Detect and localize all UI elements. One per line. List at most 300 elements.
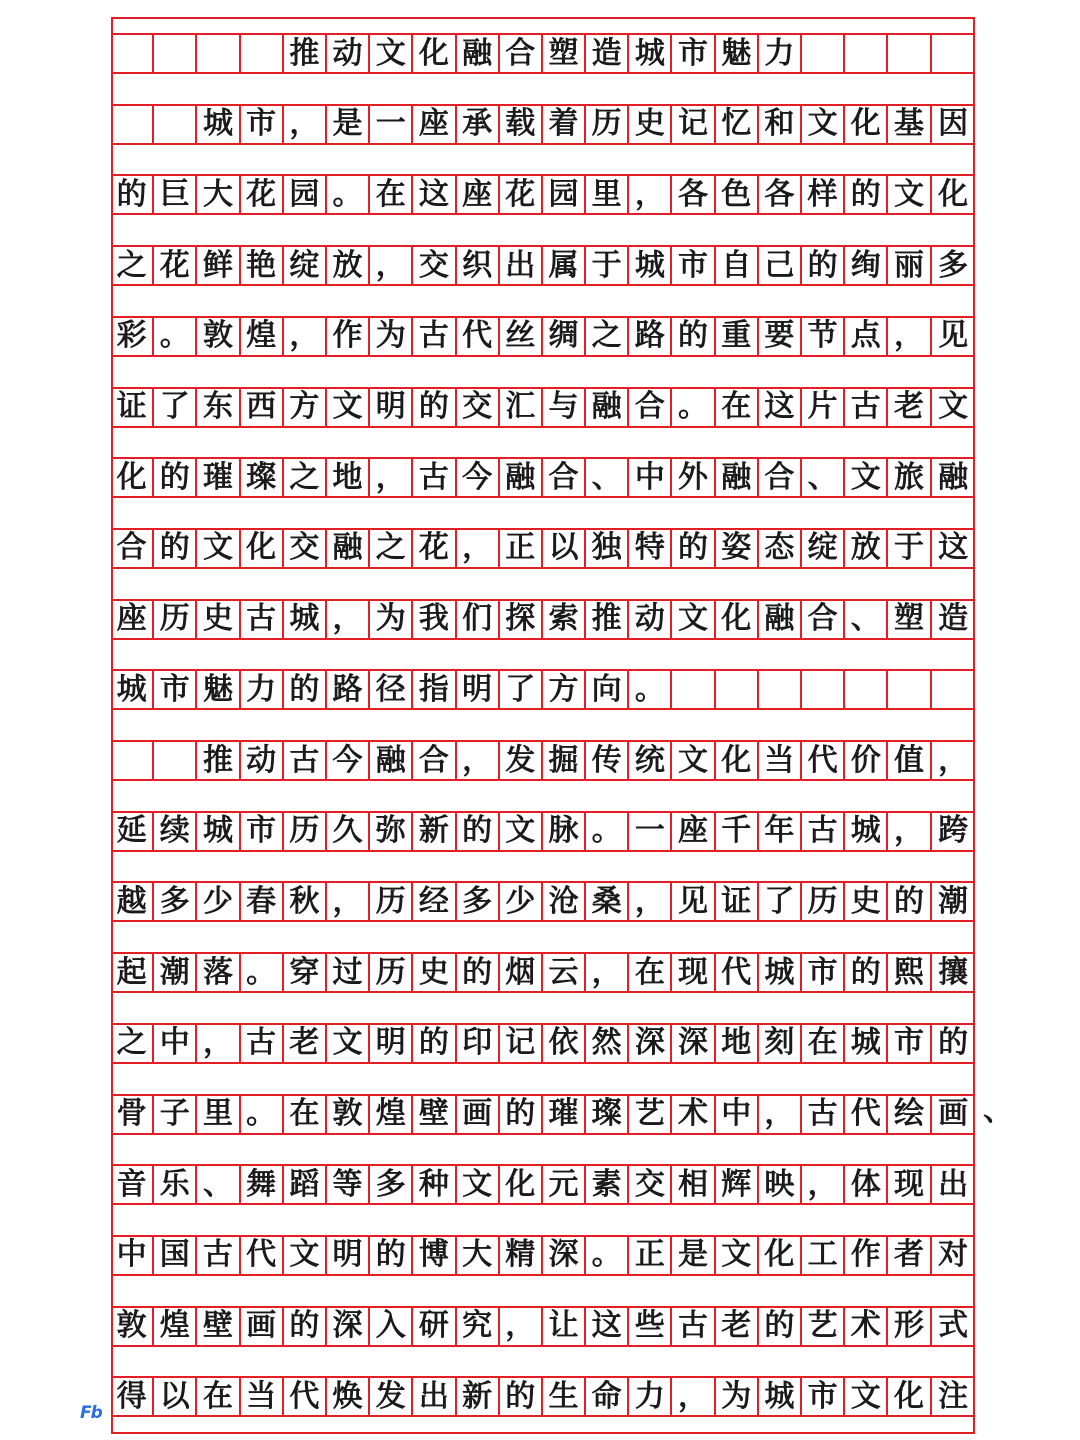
grid-cell: 塑 <box>543 35 586 72</box>
grid-cell: 市 <box>802 1378 845 1415</box>
grid-cell: 作 <box>327 318 370 355</box>
grid-cell <box>759 671 802 708</box>
grid-cell: 融 <box>457 35 500 72</box>
grid-cell: 价 <box>845 742 888 779</box>
grid-cell: 。 <box>327 176 370 213</box>
grid-cell: 史 <box>413 954 456 991</box>
grid-cell: 古 <box>845 389 888 426</box>
grid-cell: 于 <box>888 530 931 567</box>
grid-cell: 明 <box>457 671 500 708</box>
grid-cell: 乐 <box>154 1166 197 1203</box>
grid-cell: 辉 <box>716 1166 759 1203</box>
grid-cell: 花 <box>413 530 456 567</box>
grid-cell: 潮 <box>154 954 197 991</box>
grid-cell: 鲜 <box>197 247 240 284</box>
grid-row <box>111 104 975 145</box>
grid-cell: 索 <box>543 601 586 638</box>
grid-cell: 璨 <box>241 459 284 496</box>
grid-cell: 璨 <box>586 1096 629 1133</box>
grid-cell: 园 <box>284 176 327 213</box>
grid-cell: 秋 <box>284 883 327 920</box>
grid-cell: 烟 <box>500 954 543 991</box>
grid-cell: 路 <box>327 671 370 708</box>
grid-cell: 绚 <box>845 247 888 284</box>
grid-cell: 融 <box>759 601 802 638</box>
grid-cell: 历 <box>802 883 845 920</box>
grid-cell: 。 <box>154 318 197 355</box>
grid-cell: 的 <box>111 176 154 213</box>
grid-cell: 魅 <box>716 35 759 72</box>
grid-cell: 的 <box>457 813 500 850</box>
grid-cell: 市 <box>802 954 845 991</box>
grid-cell: 文 <box>284 1237 327 1274</box>
grid-cell: 现 <box>672 954 715 991</box>
grid-row <box>111 1023 975 1064</box>
grid-cell: 艳 <box>241 247 284 284</box>
grid-cell: 的 <box>938 1025 969 1061</box>
grid-cell: 少 <box>197 883 240 920</box>
grid-cell: 在 <box>197 1378 240 1415</box>
grid-cell: 文 <box>327 1025 370 1062</box>
grid-cell: 绸 <box>543 318 586 355</box>
grid-cell: 种 <box>413 1166 456 1203</box>
grid-cell <box>932 671 975 708</box>
grid-row <box>111 1164 975 1205</box>
grid-cell: 合 <box>543 459 586 496</box>
grid-cell: 样 <box>802 176 845 213</box>
grid-cell <box>888 35 931 72</box>
grid-cell: 力 <box>241 671 284 708</box>
grid-cell: 市 <box>888 1025 931 1062</box>
grid-cell: 态 <box>759 530 802 567</box>
grid-cell: 艺 <box>629 1096 672 1133</box>
grid-cell: 越 <box>111 883 154 920</box>
grid-cell: 魅 <box>197 671 240 708</box>
grid-cell: ， <box>327 883 370 920</box>
grid-cell: 生 <box>543 1378 586 1415</box>
grid-cell: ， <box>586 954 629 991</box>
grid-cell: 是 <box>672 1237 715 1274</box>
grid-cell: 历 <box>370 954 413 991</box>
grid-cell: 明 <box>370 389 413 426</box>
grid-cell: 自 <box>716 247 759 284</box>
grid-cell <box>154 106 197 143</box>
grid-cell: 壁 <box>197 1308 240 1345</box>
grid-cell: 的 <box>759 1308 802 1345</box>
grid-cell: 化 <box>716 742 759 779</box>
grid-cell: 传 <box>586 742 629 779</box>
grid-cell: 延 <box>111 813 154 850</box>
grid-cell: 、 <box>197 1166 240 1203</box>
grid-cell: 发 <box>500 742 543 779</box>
grid-cell: 的 <box>457 954 500 991</box>
grid-cell: 者 <box>888 1237 931 1274</box>
grid-cell: 力 <box>629 1378 672 1415</box>
grid-cell: 记 <box>672 106 715 143</box>
grid-cell: 片 <box>802 389 845 426</box>
grid-cell: 放 <box>845 530 888 567</box>
grid-row <box>111 881 975 922</box>
grid-cell: 现 <box>888 1166 931 1203</box>
grid-cell: 在 <box>802 1025 845 1062</box>
grid-cell: 汇 <box>500 389 543 426</box>
grid-cell: 化 <box>845 106 888 143</box>
fb-watermark-logo <box>80 1403 102 1423</box>
grid-cell: 花 <box>500 176 543 213</box>
grid-cell: ， <box>888 318 931 355</box>
grid-cell: 的 <box>888 883 931 920</box>
grid-cell: 古 <box>241 1025 284 1062</box>
grid-cell: 融 <box>716 459 759 496</box>
grid-cell: 里 <box>586 176 629 213</box>
grid-cell: 这 <box>759 389 802 426</box>
grid-cell: 千 <box>716 813 759 850</box>
grid-cell: 画 <box>241 1308 284 1345</box>
grid-cell: 究 <box>457 1308 500 1345</box>
grid-cell: 春 <box>241 883 284 920</box>
grid-cell: 。 <box>586 813 629 850</box>
grid-cell: 潮 <box>938 883 969 919</box>
grid-row <box>111 245 975 286</box>
grid-cell: 化 <box>888 1378 931 1415</box>
grid-cell: 焕 <box>327 1378 370 1415</box>
grid-cell: 的 <box>672 318 715 355</box>
grid-cell: 蹈 <box>284 1166 327 1203</box>
grid-cell: 在 <box>629 954 672 991</box>
grid-cell: 跨 <box>938 813 969 849</box>
grid-cell <box>111 106 154 143</box>
grid-cell: 煌 <box>154 1308 197 1345</box>
grid-cell: 于 <box>586 247 629 284</box>
grid-cell: 在 <box>284 1096 327 1133</box>
grid-cell: 国 <box>154 1237 197 1274</box>
grid-cell: 古 <box>802 813 845 850</box>
grid-cell: 文 <box>672 601 715 638</box>
grid-cell: 续 <box>154 813 197 850</box>
grid-cell: 融 <box>938 459 969 495</box>
grid-cell: 历 <box>586 106 629 143</box>
grid-cell: 煌 <box>370 1096 413 1133</box>
grid-cell: 代 <box>802 742 845 779</box>
grid-cell: 历 <box>370 883 413 920</box>
grid-cell: 发 <box>370 1378 413 1415</box>
grid-cell: 路 <box>629 318 672 355</box>
grid-cell <box>845 671 888 708</box>
grid-cell: 我 <box>413 601 456 638</box>
grid-cell: 攘 <box>938 954 969 990</box>
grid-cell: 多 <box>938 247 969 283</box>
grid-cell: 绽 <box>284 247 327 284</box>
grid-cell: 让 <box>543 1308 586 1345</box>
grid-cell: 。 <box>241 954 284 991</box>
grid-cell: 化 <box>938 176 969 212</box>
grid-cell: 体 <box>845 1166 888 1203</box>
grid-cell: 的 <box>154 530 197 567</box>
grid-cell: 研 <box>413 1308 456 1345</box>
grid-cell: 属 <box>543 247 586 284</box>
grid-cell: 骨 <box>111 1096 154 1133</box>
grid-cell: 座 <box>672 813 715 850</box>
grid-cell: 着 <box>543 106 586 143</box>
grid-cell: 见 <box>672 883 715 920</box>
grid-cell: ， <box>327 601 370 638</box>
grid-cell: 工 <box>802 1237 845 1274</box>
grid-cell: 深 <box>543 1237 586 1274</box>
grid-cell: 年 <box>759 813 802 850</box>
grid-cell: 的 <box>845 176 888 213</box>
grid-cell: 久 <box>327 813 370 850</box>
grid-cell: 一 <box>370 106 413 143</box>
grid-cell: 画 <box>457 1096 500 1133</box>
grid-row <box>111 174 975 215</box>
grid-cell: 花 <box>241 176 284 213</box>
grid-row <box>111 387 975 428</box>
grid-cell: 代 <box>716 954 759 991</box>
grid-cell <box>802 671 845 708</box>
grid-cell: 过 <box>327 954 370 991</box>
grid-cell: 相 <box>672 1166 715 1203</box>
grid-cell: 动 <box>327 35 370 72</box>
grid-cell: 依 <box>543 1025 586 1062</box>
grid-cell: 命 <box>586 1378 629 1415</box>
grid-cell <box>154 35 197 72</box>
grid-cell <box>888 671 931 708</box>
grid-cell: 文 <box>845 459 888 496</box>
grid-cell: 文 <box>888 176 931 213</box>
grid-cell: 深 <box>327 1308 370 1345</box>
grid-cell: 合 <box>629 389 672 426</box>
grid-cell: 化 <box>241 530 284 567</box>
grid-cell: 城 <box>759 1378 802 1415</box>
grid-cell <box>111 742 154 779</box>
grid-cell: 煌 <box>241 318 284 355</box>
grid-cell: 这 <box>586 1308 629 1345</box>
grid-cell: 的 <box>672 530 715 567</box>
grid-cell: 造 <box>938 601 969 637</box>
grid-cell: 交 <box>413 247 456 284</box>
grid-cell: 代 <box>241 1237 284 1274</box>
grid-cell: 史 <box>629 106 672 143</box>
grid-cell: 刻 <box>759 1025 802 1062</box>
grid-cell: 推 <box>586 601 629 638</box>
grid-cell: 的 <box>284 1308 327 1345</box>
grid-cell: 东 <box>197 389 240 426</box>
grid-cell: 交 <box>284 530 327 567</box>
grid-cell: 古 <box>197 1237 240 1274</box>
grid-cell: 正 <box>500 530 543 567</box>
grid-cell: 印 <box>457 1025 500 1062</box>
grid-row <box>111 457 975 498</box>
grid-cell: 文 <box>197 530 240 567</box>
grid-cell: 力 <box>759 35 802 72</box>
grid-cell: 为 <box>370 318 413 355</box>
grid-cell: 的 <box>370 1237 413 1274</box>
grid-row <box>111 1094 975 1135</box>
grid-cell: 座 <box>457 176 500 213</box>
grid-cell: 方 <box>543 671 586 708</box>
grid-cell: 大 <box>457 1237 500 1274</box>
grid-cell: 经 <box>413 883 456 920</box>
grid-cell <box>802 35 845 72</box>
grid-cell: 姿 <box>716 530 759 567</box>
grid-cell: 以 <box>154 1378 197 1415</box>
grid-cell: 见 <box>938 318 969 354</box>
grid-cell: 的 <box>845 954 888 991</box>
grid-cell: 这 <box>413 176 456 213</box>
grid-cell: 点 <box>845 318 888 355</box>
grid-cell: 城 <box>759 954 802 991</box>
grid-cell: 之 <box>586 318 629 355</box>
grid-cell: 明 <box>370 1025 413 1062</box>
grid-cell: 的 <box>413 389 456 426</box>
grid-cell: 、 <box>802 459 845 496</box>
grid-cell: 博 <box>413 1237 456 1274</box>
grid-cell: 古 <box>241 601 284 638</box>
grid-row <box>111 1306 975 1347</box>
grid-cell: ， <box>759 1096 802 1133</box>
grid-cell: 合 <box>111 530 154 567</box>
grid-cell: 壁 <box>413 1096 456 1133</box>
grid-cell: 文 <box>672 742 715 779</box>
grid-cell: 沧 <box>543 883 586 920</box>
grid-cell: 值 <box>888 742 931 779</box>
grid-cell: 绘 <box>888 1096 931 1133</box>
grid-cell: 注 <box>938 1378 969 1414</box>
grid-cell <box>672 671 715 708</box>
grid-cell: 中 <box>154 1025 197 1062</box>
grid-cell: 得 <box>111 1378 154 1415</box>
fb-logo-f: F <box>80 1403 91 1423</box>
grid-row <box>111 599 975 640</box>
grid-cell: 大 <box>197 176 240 213</box>
grid-cell: 文 <box>938 389 969 424</box>
grid-cell: 城 <box>197 106 240 143</box>
grid-cell: 要 <box>759 318 802 355</box>
grid-cell: 动 <box>629 601 672 638</box>
grid-cell: 老 <box>716 1308 759 1345</box>
grid-cell: 今 <box>457 459 500 496</box>
grid-cell: 在 <box>716 389 759 426</box>
grid-cell: ， <box>457 530 500 567</box>
grid-cell: 敦 <box>327 1096 370 1133</box>
grid-cell <box>241 35 284 72</box>
grid-cell: 载 <box>500 106 543 143</box>
grid-cell: 绽 <box>802 530 845 567</box>
grid-cell: 文 <box>500 813 543 850</box>
grid-cell: 为 <box>716 1378 759 1415</box>
grid-cell: 了 <box>759 883 802 920</box>
grid-cell: 敦 <box>111 1308 154 1345</box>
grid-cell: 织 <box>457 247 500 284</box>
grid-cell <box>197 35 240 72</box>
margin-punctuation: 、 <box>983 1092 1013 1128</box>
grid-cell: ， <box>500 1308 543 1345</box>
grid-cell: 史 <box>197 601 240 638</box>
grid-cell: 历 <box>154 601 197 638</box>
grid-cell: 少 <box>500 883 543 920</box>
grid-cell: 动 <box>241 742 284 779</box>
grid-cell: 掘 <box>543 742 586 779</box>
grid-cell: ， <box>197 1025 240 1062</box>
grid-cell: 的 <box>413 1025 456 1062</box>
grid-cell: 指 <box>413 671 456 708</box>
grid-cell: 之 <box>111 247 154 284</box>
grid-cell: 融 <box>500 459 543 496</box>
grid-cell: 推 <box>284 35 327 72</box>
grid-cell: 以 <box>543 530 586 567</box>
grid-cell: 当 <box>241 1378 284 1415</box>
grid-cell: 穿 <box>284 954 327 991</box>
grid-cell: 深 <box>672 1025 715 1062</box>
grid-cell: 新 <box>413 813 456 850</box>
grid-cell: 巨 <box>154 176 197 213</box>
grid-cell: 式 <box>938 1308 969 1344</box>
grid-cell: 落 <box>197 954 240 991</box>
grid-cell: 舞 <box>241 1166 284 1203</box>
grid-cell: 中 <box>629 459 672 496</box>
grid-cell: 方 <box>284 389 327 426</box>
grid-cell: 特 <box>629 530 672 567</box>
grid-cell: 璀 <box>543 1096 586 1133</box>
grid-cell: 熙 <box>888 954 931 991</box>
grid-cell: 代 <box>457 318 500 355</box>
grid-cell: 与 <box>543 389 586 426</box>
grid-cell <box>716 671 759 708</box>
grid-cell: 己 <box>759 247 802 284</box>
grid-cell: 化 <box>759 1237 802 1274</box>
grid-cell: ， <box>802 1166 845 1203</box>
grid-cell: 术 <box>672 1096 715 1133</box>
grid-cell: 色 <box>716 176 759 213</box>
grid-cell: 化 <box>716 601 759 638</box>
grid-cell: 多 <box>370 1166 413 1203</box>
grid-cell: 交 <box>457 389 500 426</box>
grid-cell: 画 <box>938 1096 969 1131</box>
grid-cell: 座 <box>111 601 154 638</box>
grid-cell <box>932 35 975 72</box>
grid-cell: 园 <box>543 176 586 213</box>
grid-cell: ， <box>284 106 327 143</box>
grid-row <box>111 669 975 710</box>
grid-cell: 记 <box>500 1025 543 1062</box>
grid-cell: 等 <box>327 1166 370 1203</box>
grid-cell: 。 <box>586 1237 629 1274</box>
grid-cell: 忆 <box>716 106 759 143</box>
grid-cell: 古 <box>802 1096 845 1133</box>
grid-cell: 艺 <box>802 1308 845 1345</box>
grid-row <box>111 316 975 357</box>
grid-cell: 独 <box>586 530 629 567</box>
grid-cell: 作 <box>845 1237 888 1274</box>
grid-cell: ， <box>457 742 500 779</box>
grid-cell: 入 <box>370 1308 413 1345</box>
fb-logo-b: b <box>90 1403 102 1423</box>
grid-cell: 多 <box>154 883 197 920</box>
grid-row <box>111 811 975 852</box>
grid-cell: 、 <box>586 459 629 496</box>
grid-cell: 外 <box>672 459 715 496</box>
grid-cell: 的 <box>284 671 327 708</box>
grid-row <box>111 528 975 569</box>
grid-cell: 明 <box>327 1237 370 1274</box>
grid-cell: 脉 <box>543 813 586 850</box>
grid-cell: 之 <box>111 1025 154 1062</box>
grid-cell: 城 <box>629 247 672 284</box>
grid-cell: 和 <box>759 106 802 143</box>
grid-cell: 的 <box>154 459 197 496</box>
grid-cell: 塑 <box>888 601 931 638</box>
grid-cell: 出 <box>938 1166 969 1202</box>
